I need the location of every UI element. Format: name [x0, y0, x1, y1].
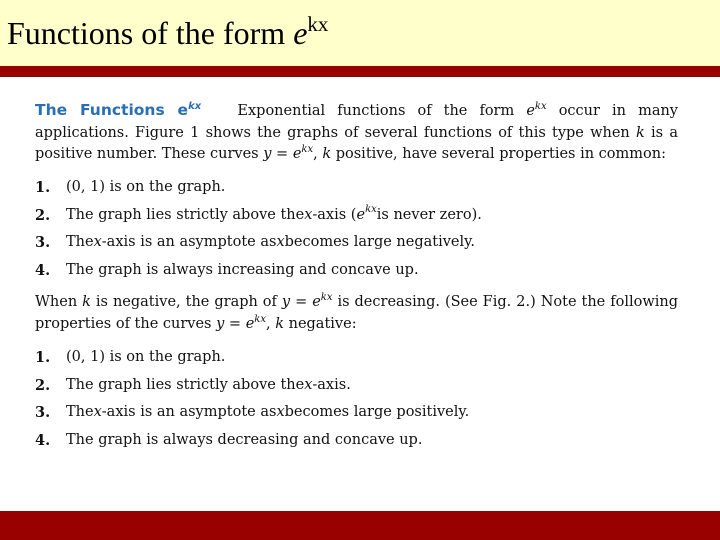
- body-text: is decreasing. (See Fig. 2.) Note the following properties of the curves: [35, 294, 679, 332]
- item-number: 3.: [35, 404, 51, 421]
- item-text: -axis is an asymptote as: [101, 234, 277, 250]
- section-heading-exponent: kx: [188, 101, 202, 112]
- math-k: k: [636, 125, 645, 141]
- item-text: -axis.: [312, 376, 351, 393]
- item-number: 4.: [35, 431, 51, 449]
- math-x: x: [93, 404, 102, 420]
- math-x: x: [276, 234, 285, 250]
- item-number: 3.: [35, 234, 51, 251]
- item-text: becomes large negatively.: [284, 234, 476, 250]
- slide-title-text: Functions of the form: [7, 15, 294, 51]
- negative-k-paragraph: [35, 292, 678, 336]
- math-exponent: kx: [320, 292, 333, 303]
- math-exponent: kx: [365, 203, 377, 215]
- item-number: 1.: [35, 179, 51, 196]
- intro-text: occur in many applications. Figure 1 shows the graphs of several functions of this type when: [35, 103, 678, 141]
- math-x: x: [276, 404, 285, 420]
- list-item: [35, 344, 678, 372]
- intro-text: Exponential functions of the form: [237, 103, 527, 119]
- list-item: [35, 257, 678, 285]
- list-item: [35, 399, 678, 427]
- math-x: x: [93, 234, 102, 250]
- math-k: k: [275, 316, 284, 332]
- math-e: e: [356, 206, 366, 223]
- top-accent-bar: [0, 66, 720, 77]
- intro-text: is a positive number. These curves: [35, 125, 678, 162]
- slide-title-base: e: [293, 15, 308, 51]
- bottom-accent-bar: [0, 511, 720, 540]
- textbook-excerpt: [35, 100, 678, 462]
- item-text: The: [66, 234, 94, 250]
- item-text: The graph is always increasing and concave up.: [66, 261, 419, 278]
- item-text: is never zero).: [376, 206, 482, 223]
- item-text: The: [66, 404, 94, 420]
- body-text: When: [35, 294, 83, 310]
- list-item: [35, 372, 678, 400]
- body-text: negative:: [284, 316, 357, 332]
- item-text: becomes large positively.: [284, 404, 470, 420]
- item-text: The graph is always decreasing and concave up.: [66, 431, 423, 448]
- intro-text: positive, have several properties in common:: [331, 146, 666, 162]
- math-e: e: [312, 294, 321, 310]
- negative-k-properties: [35, 344, 678, 454]
- positive-k-properties: [35, 174, 678, 284]
- list-item: [35, 174, 678, 202]
- item-number: 4.: [35, 261, 51, 279]
- item-number: 2.: [35, 376, 51, 394]
- math-equals: =: [224, 316, 246, 332]
- intro-text: ,: [313, 146, 323, 162]
- list-item: [35, 427, 678, 455]
- intro-paragraph: [35, 100, 678, 166]
- item-text: (0, 1) is on the graph.: [66, 349, 226, 365]
- list-item: [35, 229, 678, 257]
- slide-title: [7, 11, 328, 59]
- item-text: The graph lies strictly above the: [66, 376, 305, 393]
- item-text: The graph lies strictly above the: [66, 206, 305, 223]
- math-y: y: [263, 146, 272, 162]
- item-number: 1.: [35, 349, 51, 366]
- math-exponent: kx: [534, 101, 547, 112]
- math-x: x: [304, 376, 313, 393]
- math-equals: =: [290, 294, 313, 310]
- list-item: [35, 202, 678, 230]
- slide-title-exponent: kx: [307, 12, 329, 36]
- item-text: -axis is an asymptote as: [101, 404, 277, 420]
- math-exponent: kx: [254, 314, 266, 325]
- item-text: (0, 1) is on the graph.: [66, 179, 226, 195]
- section-heading-text: The Functions e: [35, 101, 189, 119]
- math-x: x: [304, 206, 313, 223]
- math-equals: =: [271, 146, 293, 162]
- math-k: k: [82, 294, 91, 310]
- section-heading: [35, 101, 201, 119]
- math-e: e: [245, 316, 255, 332]
- math-k: k: [322, 146, 332, 162]
- body-text: ,: [265, 316, 276, 332]
- math-y: y: [216, 316, 225, 332]
- math-e: e: [292, 146, 302, 162]
- body-text: is negative, the graph of: [90, 294, 282, 310]
- item-text: -axis (: [312, 206, 357, 223]
- title-bar: [0, 0, 720, 66]
- math-y: y: [281, 294, 291, 310]
- math-exponent: kx: [301, 144, 314, 155]
- item-number: 2.: [35, 206, 51, 224]
- math-e: e: [526, 103, 535, 119]
